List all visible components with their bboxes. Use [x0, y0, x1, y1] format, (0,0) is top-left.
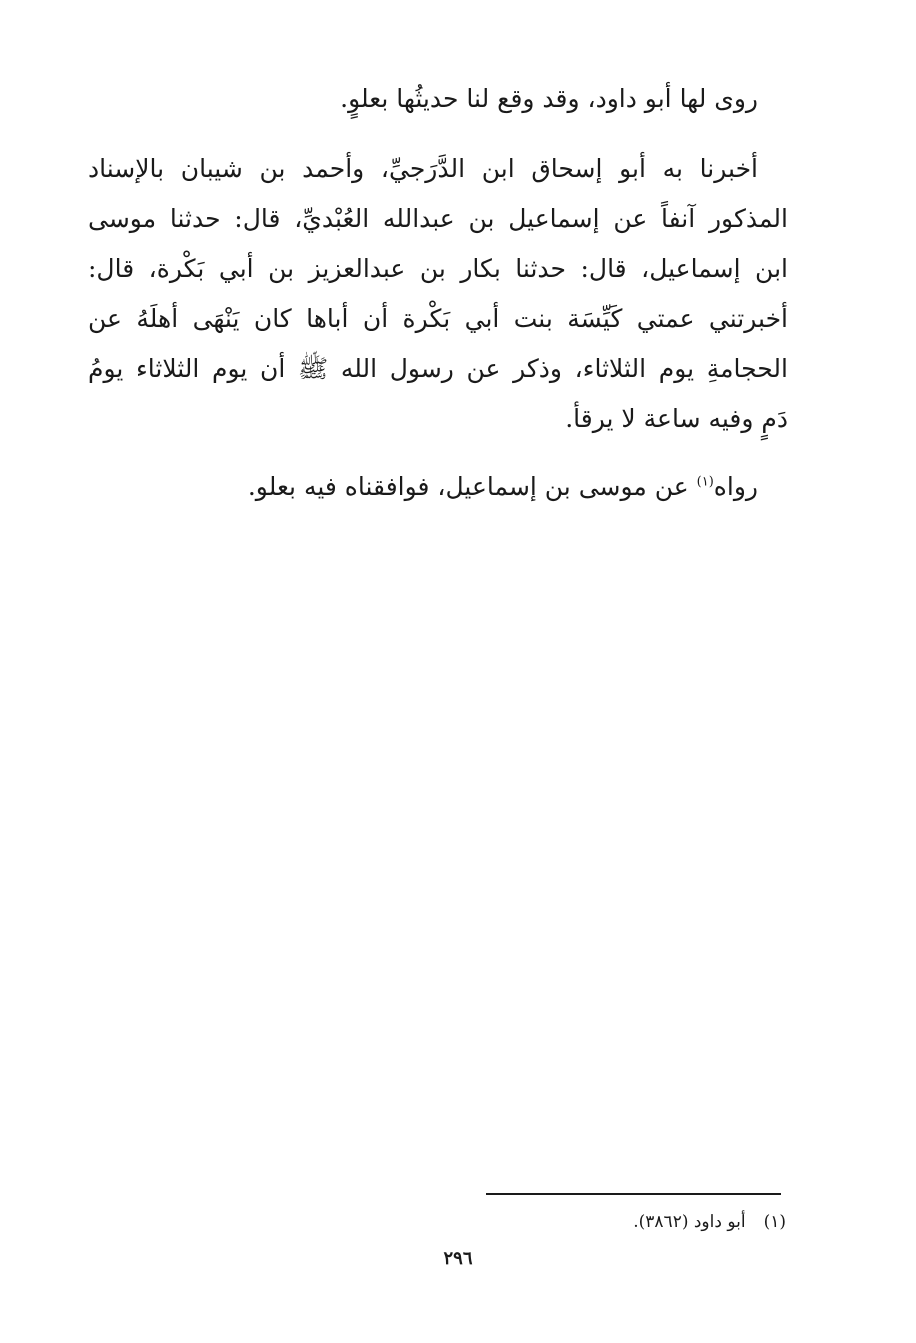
paragraph-1-line-1: روى لها أبو داود، وقد وقع لنا حديثُها بعلوٍ.	[340, 84, 758, 113]
paragraph-2-line-2: المذكور آنفاً عن إسماعيل بن عبدالله العُبْديِّ، قال: حدثنا موسى	[88, 204, 788, 233]
footnote	[633, 1208, 786, 1236]
paragraph-3-text-end: عن موسى بن إسماعيل، فوافقناه فيه بعلو.	[247, 472, 697, 501]
footnote-reference[interactable]: (١)	[696, 474, 714, 490]
paragraph-2	[88, 144, 788, 444]
paragraph-2-line-4: أخبرتني عمتي كَيِّسَة بنت أبي بَكْرة أن أباها كان يَنْهَى أهلَهُ عن	[88, 304, 788, 333]
paragraph-2-line-1: أخبرنا به أبو إسحاق ابن الدَّرَجيِّ، وأحمد بن شيبان بالإسناد	[88, 154, 758, 183]
paragraph-3-line-1	[88, 462, 788, 512]
paragraph-2-line-3: ابن إسماعيل، قال: حدثنا بكار بن عبدالعزيز بن أبي بَكْرة، قال:	[88, 254, 788, 283]
footnote-divider	[486, 1193, 781, 1195]
footnote-text: أبو داود (٣٨٦٢).	[633, 1212, 746, 1232]
paragraph-1	[88, 74, 788, 124]
paragraph-3-text-start: رواه	[713, 472, 758, 501]
paragraph-3	[88, 462, 788, 512]
paragraph-2-line-6: دَمٍ وفيه ساعة لا يرقأ.	[565, 404, 788, 433]
paragraph-2-line-5: الحجامةِ يوم الثلاثاء، وذكر عن رسول الله ﷺ أن يوم الثلاثاء يومُ	[88, 354, 788, 383]
page-number: ٢٩٦	[443, 1248, 473, 1269]
footnote-number: (١)	[763, 1212, 786, 1232]
